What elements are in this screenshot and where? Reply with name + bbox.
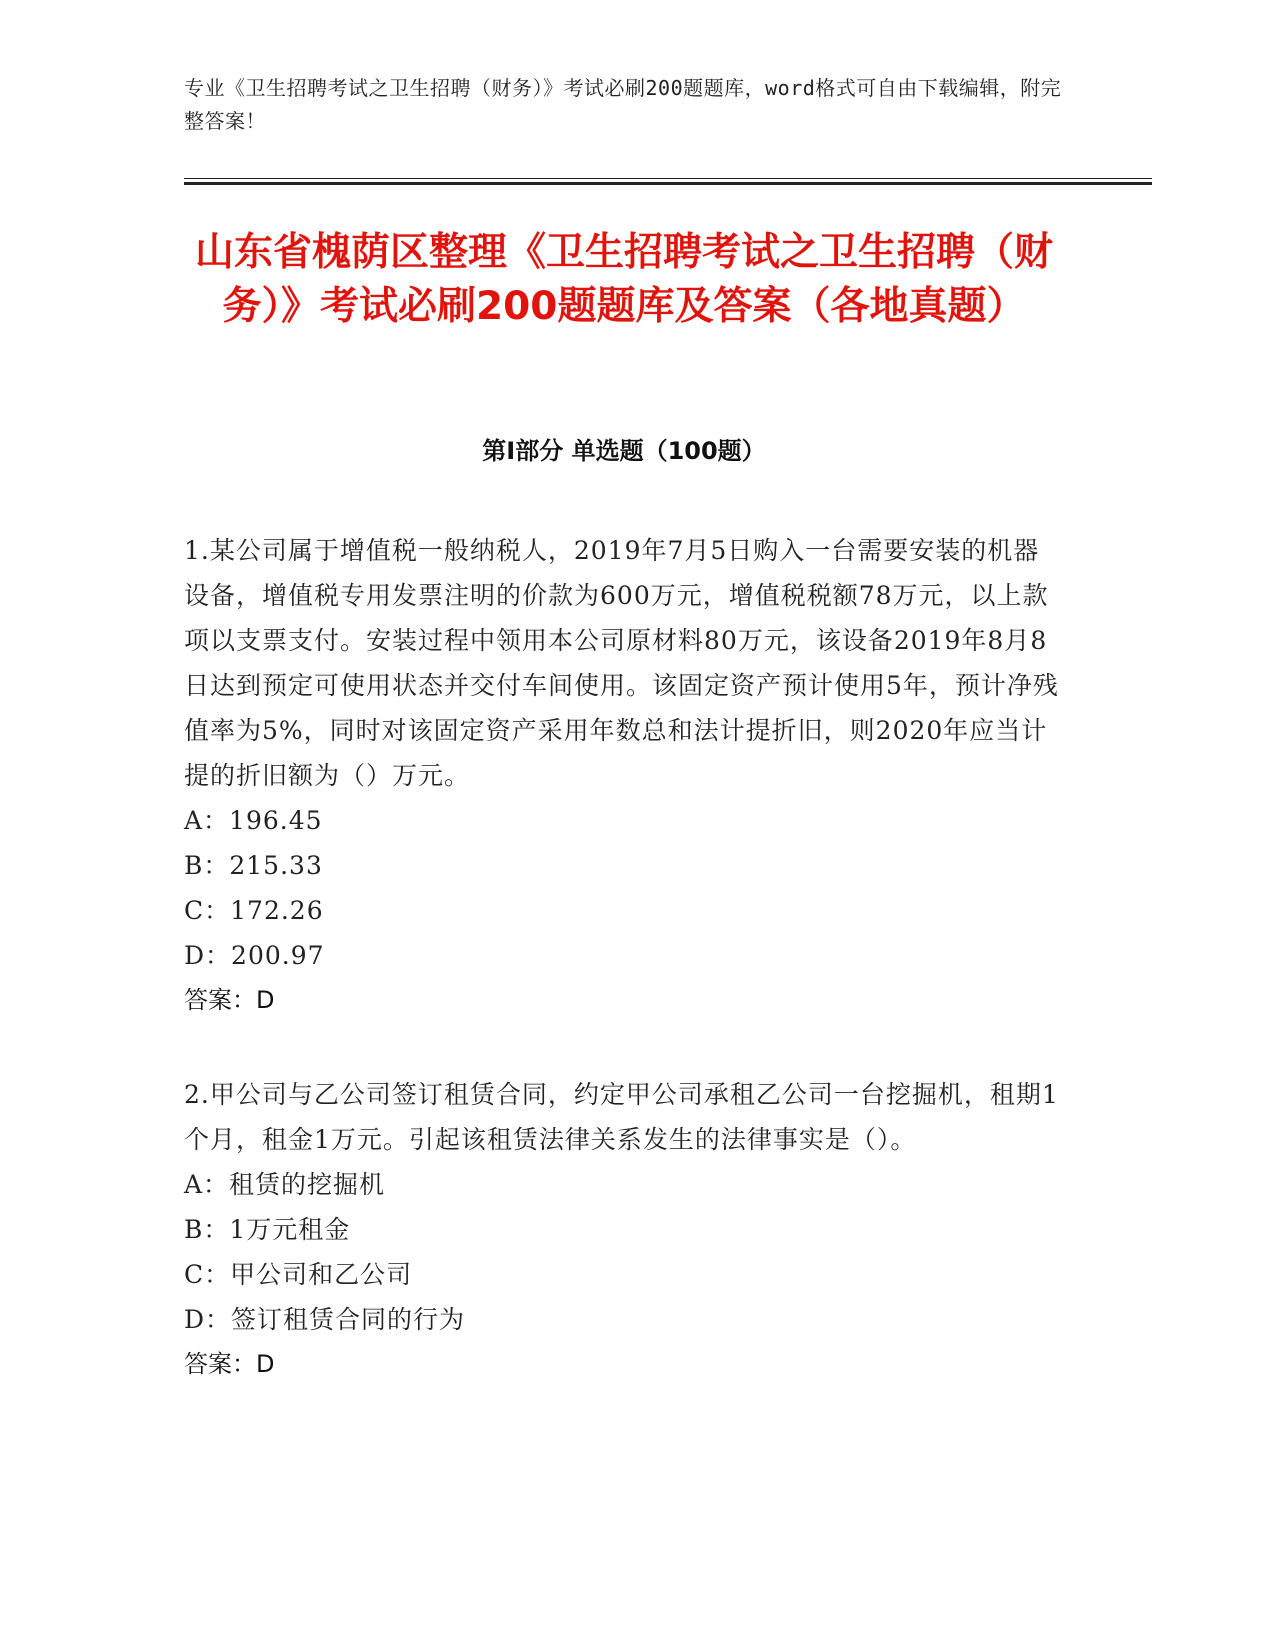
answer-line: 答案：D [184, 986, 275, 1014]
option-d: D：200.97 [184, 941, 325, 970]
header-divider-thick [184, 182, 1152, 185]
header-divider-thin [184, 178, 1152, 179]
answer-line: 答案：D [184, 1350, 275, 1378]
option-b: B：1万元租金 [184, 1215, 351, 1244]
option-b: B：215.33 [184, 851, 323, 880]
option-c: C：甲公司和乙公司 [184, 1260, 413, 1289]
question-2 [184, 1072, 1064, 1387]
question-stem: 1.某公司属于增值税一般纳税人，2019年7月5日购入一台需要安装的机器设备，增值税专用发票注明的价款为600万元，增值税税额78万元，以上款项以支票支付。安装过程中领用本公司原材料80万元，该设备2019年8月8日达到预定可使用状态并交付车间使用。该固定资产预计使用5年，预计净残值率为5%，同时对该固定资产采用年数总和法计提折旧，则2020年应当计提的折旧额为（）万元。 [184, 536, 1059, 790]
document-title: 山东省槐荫区整理《卫生招聘考试之卫生招聘（财务）》考试必刷200题题库及答案（各地真题） [194, 230, 1053, 329]
question-stem: 2.甲公司与乙公司签订租赁合同，约定甲公司承租乙公司一台挖掘机，租期1个月，租金1万元。引起该租赁法律关系发生的法律事实是（）。 [184, 1080, 1059, 1154]
question-1 [184, 528, 1064, 1023]
section-heading: 第I部分 单选题（100题） [482, 437, 766, 465]
option-c: C：172.26 [184, 896, 324, 925]
option-a: A：196.45 [184, 806, 323, 835]
option-a: A：租赁的挖掘机 [184, 1170, 386, 1199]
option-d: D：签订租赁合同的行为 [184, 1305, 466, 1334]
header-note: 专业《卫生招聘考试之卫生招聘（财务）》考试必刷200题题库，word格式可自由下载编辑，附完整答案！ [184, 76, 1062, 133]
